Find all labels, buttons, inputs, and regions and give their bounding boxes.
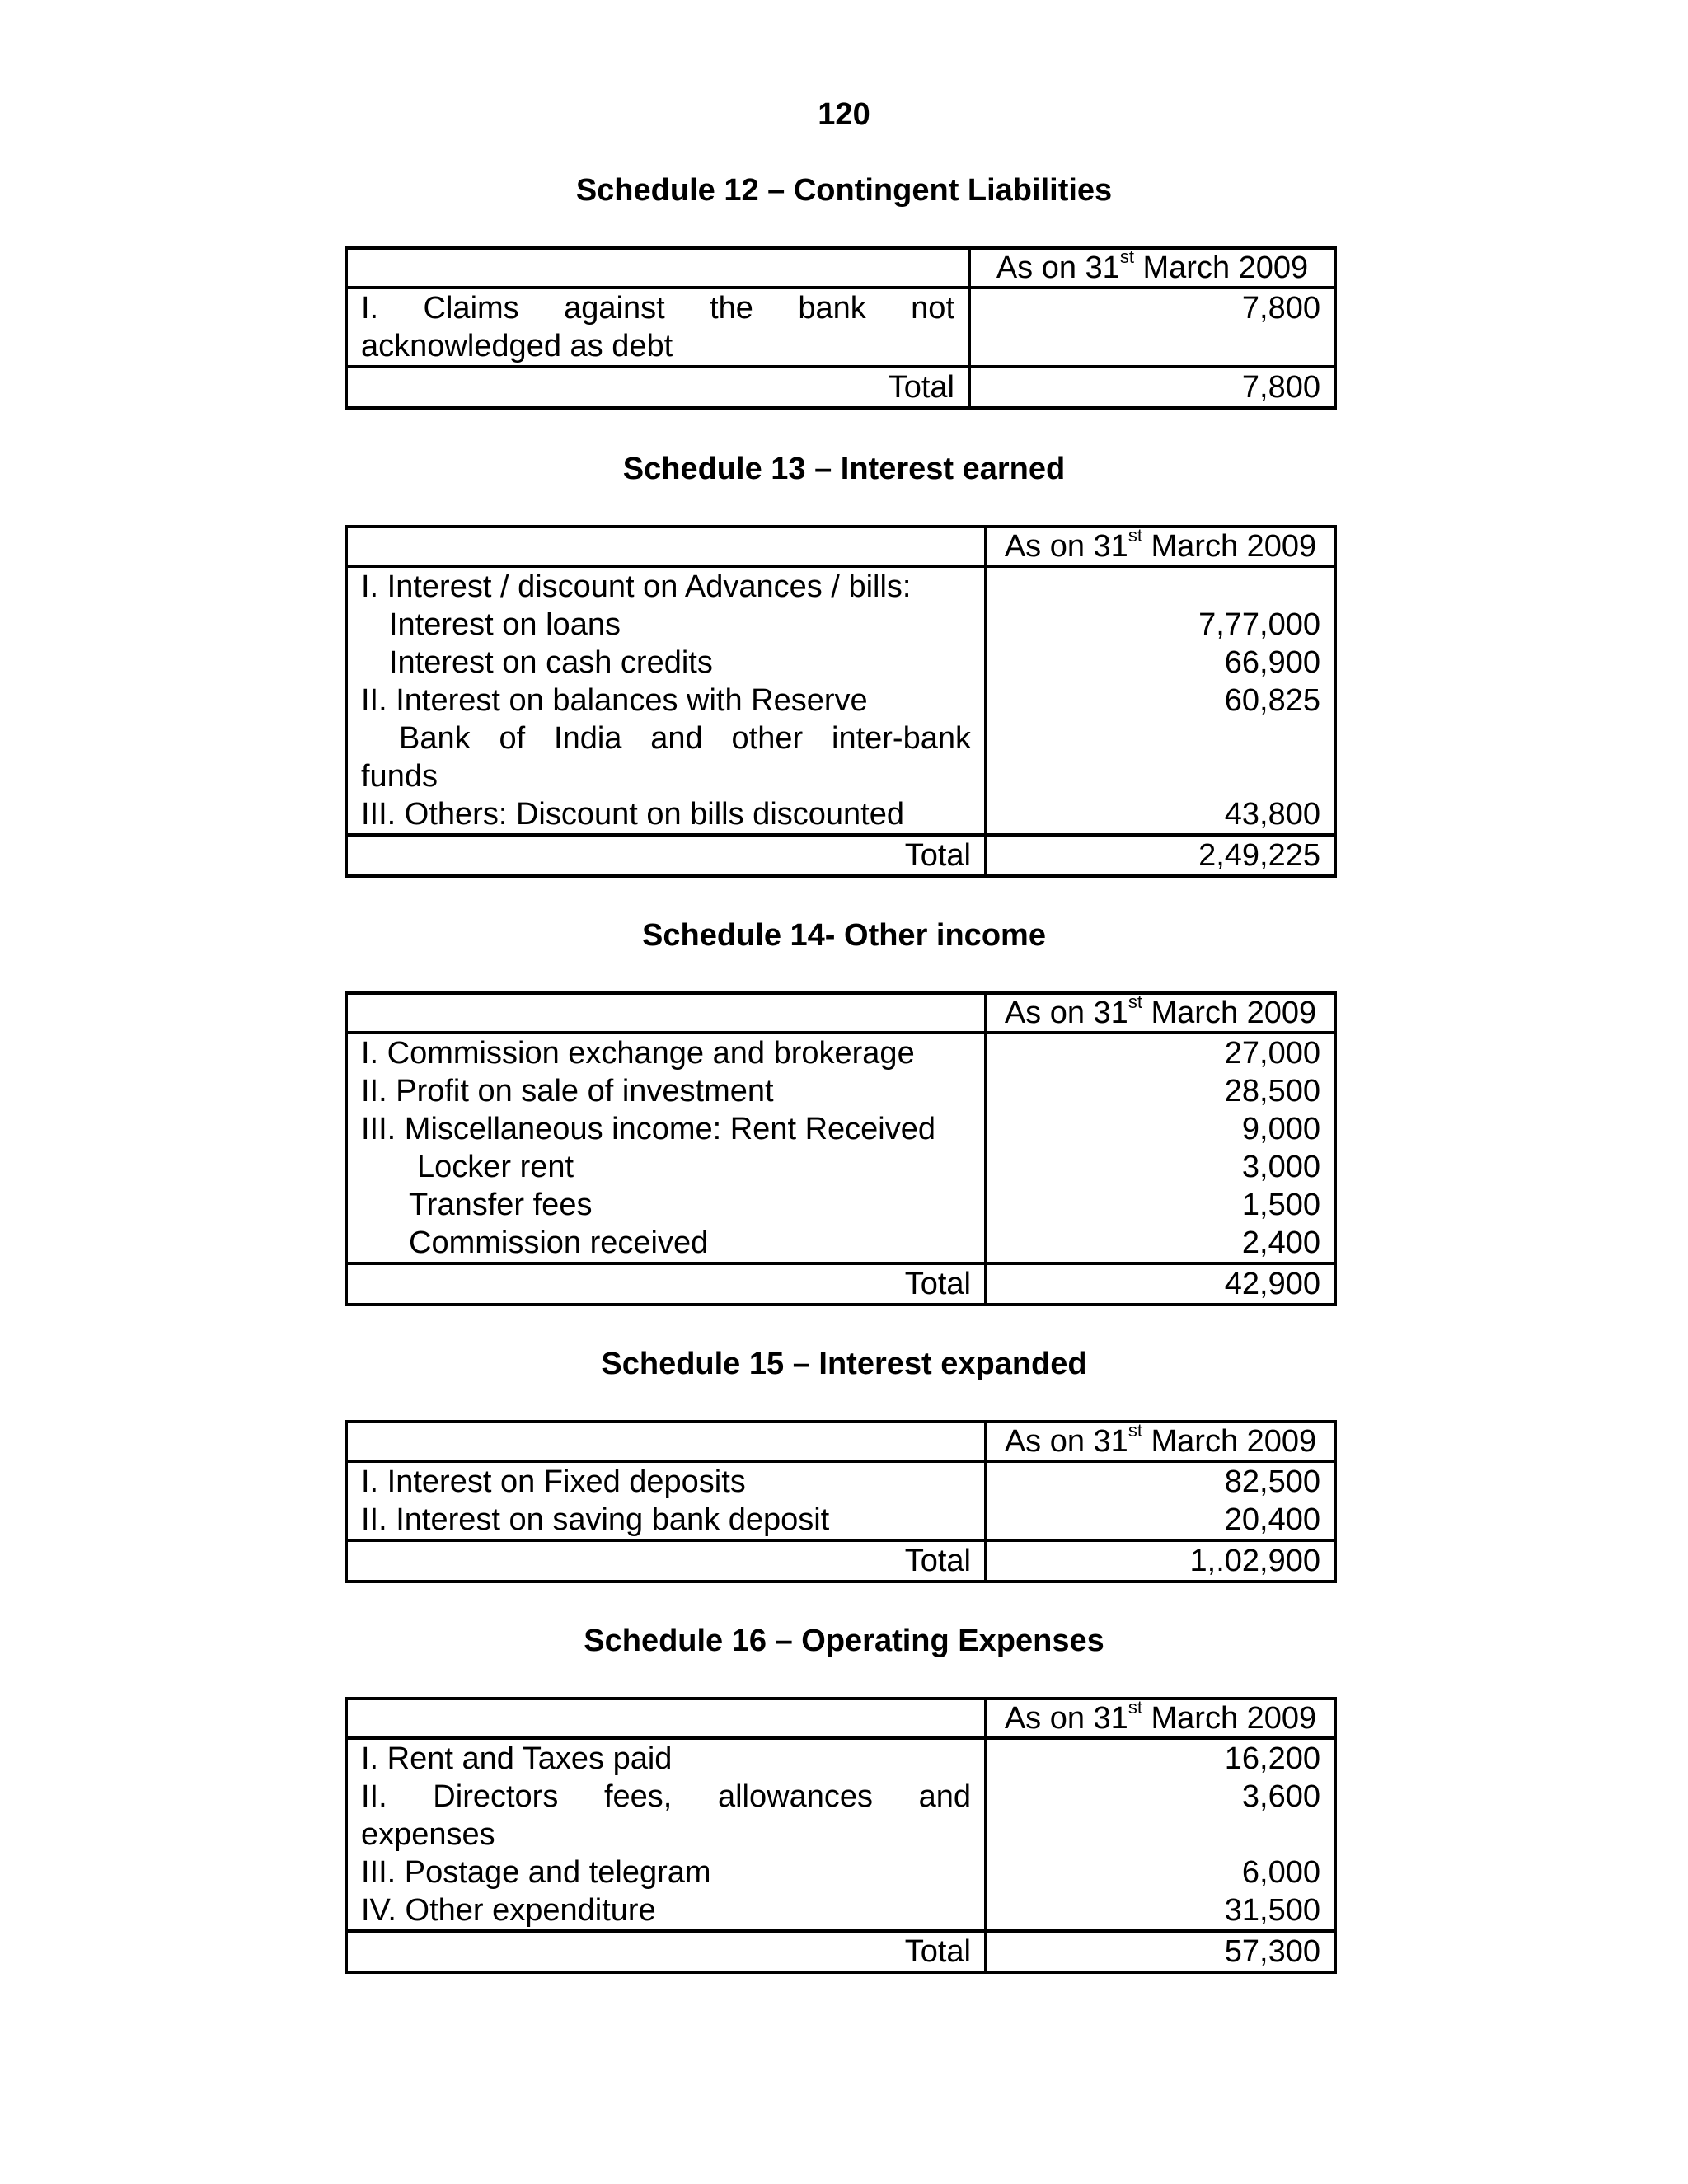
amount-line: [1001, 757, 1320, 795]
desc-line: I. Rent and Taxes paid: [361, 1741, 673, 1776]
row-description: [346, 566, 986, 835]
schedule-table: [345, 1420, 1337, 1583]
header-date-prefix: As on 31: [996, 251, 1120, 285]
amount-line: 28,500: [1224, 1074, 1320, 1108]
total-label: Total: [346, 1540, 986, 1582]
schedule-title: Schedule 12 – Contingent Liabilities: [575, 173, 1113, 208]
header-blank-cell: [346, 527, 986, 566]
desc-line: Interest on loans: [389, 607, 621, 642]
total-row: [346, 367, 1335, 408]
row-amount: [986, 1033, 1335, 1263]
total-label: Total: [346, 1931, 986, 1972]
table-row: [346, 566, 1335, 835]
header-date-sup: st: [1128, 1420, 1142, 1441]
page-number: 120: [818, 97, 870, 132]
amount-line: 31,500: [1224, 1893, 1320, 1928]
header-date-sup: st: [1119, 246, 1134, 268]
amount-line: [1001, 568, 1320, 606]
amount-line: [984, 327, 1320, 365]
row-description: [346, 1738, 986, 1931]
desc-line: II. Profit on sale of investment: [361, 1074, 774, 1108]
amount-line: 2,400: [1241, 1226, 1320, 1260]
row-description: [346, 1461, 986, 1540]
total-amount: 7,800: [969, 367, 1335, 408]
header-row: [346, 1699, 1335, 1738]
header-date-cell: [986, 1699, 1335, 1738]
header-date-suffix: March 2009: [1142, 529, 1317, 564]
desc-line: II. Directors fees, allowances and: [361, 1779, 971, 1814]
desc-line: I. Interest on Fixed deposits: [361, 1465, 746, 1499]
schedule-title: Schedule 16 – Operating Expenses: [584, 1624, 1104, 1658]
table-row: [346, 1738, 1335, 1931]
header-row: [346, 527, 1335, 566]
amount-line: 60,825: [1224, 683, 1320, 718]
header-date-cell: [986, 993, 1335, 1033]
desc-line: III. Postage and telegram: [361, 1855, 711, 1890]
desc-line: III. Others: Discount on bills discounted: [361, 797, 904, 832]
header-blank-cell: [346, 1422, 986, 1461]
schedule-title: Schedule 15 – Interest expanded: [601, 1347, 1087, 1381]
header-date-prefix: As on 31: [1004, 529, 1128, 564]
header-date-suffix: March 2009: [1142, 996, 1317, 1030]
row-amount: [969, 288, 1335, 367]
desc-line: Bank of India and other inter-bank: [399, 721, 971, 756]
schedule-title: Schedule 14- Other income: [642, 918, 1046, 953]
amount-line: 16,200: [1224, 1741, 1320, 1776]
total-amount: 2,49,225: [986, 835, 1335, 876]
schedule-13: [345, 452, 1334, 878]
header-date-sup: st: [1128, 525, 1142, 546]
header-blank-cell: [346, 993, 986, 1033]
amount-line: 20,400: [1224, 1502, 1320, 1537]
schedule-table: [345, 1697, 1337, 1974]
header-row: [346, 248, 1335, 288]
total-label: Total: [346, 367, 969, 408]
schedule-12: [345, 173, 1334, 410]
amount-line: 1,500: [1241, 1188, 1320, 1222]
total-row: [346, 835, 1335, 876]
row-description: [346, 288, 969, 367]
schedule-14: [345, 918, 1334, 1306]
desc-line: Transfer fees: [409, 1188, 593, 1222]
total-row: [346, 1263, 1335, 1305]
row-amount: [986, 1738, 1335, 1931]
header-date-sup: st: [1128, 991, 1142, 1013]
amount-line: [1001, 719, 1320, 757]
amount-line: 27,000: [1224, 1036, 1320, 1071]
desc-line: III. Miscellaneous income: Rent Received: [361, 1112, 935, 1146]
desc-line: acknowledged as debt: [361, 329, 673, 363]
total-row: [346, 1540, 1335, 1582]
desc-line: Commission received: [409, 1226, 709, 1260]
header-row: [346, 1422, 1335, 1461]
header-date-prefix: As on 31: [1004, 1701, 1128, 1736]
header-blank-cell: [346, 248, 969, 288]
total-row: [346, 1931, 1335, 1972]
amount-line: [1001, 1816, 1320, 1854]
desc-line: expenses: [361, 1817, 495, 1852]
header-date-suffix: March 2009: [1133, 251, 1309, 285]
header-date-suffix: March 2009: [1142, 1701, 1317, 1736]
desc-line: I. Commission exchange and brokerage: [361, 1036, 915, 1071]
table-row: [346, 288, 1335, 367]
desc-line: I. Claims against the bank not: [361, 291, 954, 326]
total-amount: 1,.02,900: [986, 1540, 1335, 1582]
amount-line: 66,900: [1224, 645, 1320, 680]
table-row: [346, 1461, 1335, 1540]
schedule-16: [345, 1624, 1334, 1974]
schedule-title: Schedule 13 – Interest earned: [622, 452, 1066, 486]
header-date-prefix: As on 31: [1004, 1424, 1128, 1459]
desc-line: funds: [361, 759, 438, 794]
header-date-cell: [969, 248, 1335, 288]
header-row: [346, 993, 1335, 1033]
amount-line: 43,800: [1224, 797, 1320, 832]
row-description: [346, 1033, 986, 1263]
desc-line: Interest on cash credits: [389, 645, 713, 680]
header-date-suffix: March 2009: [1142, 1424, 1317, 1459]
desc-line: II. Interest on saving bank deposit: [361, 1502, 830, 1537]
amount-line: 3,600: [1241, 1779, 1320, 1814]
schedule-table: [345, 991, 1337, 1306]
row-amount: [986, 1461, 1335, 1540]
header-date-cell: [986, 1422, 1335, 1461]
total-amount: 57,300: [986, 1931, 1335, 1972]
desc-line: IV. Other expenditure: [361, 1893, 656, 1928]
desc-line: Locker rent: [417, 1150, 574, 1184]
header-date-sup: st: [1128, 1697, 1142, 1718]
amount-line: 7,800: [1241, 291, 1320, 326]
header-blank-cell: [346, 1699, 986, 1738]
schedule-15: [345, 1347, 1334, 1583]
amount-line: 9,000: [1241, 1112, 1320, 1146]
header-date-prefix: As on 31: [1004, 996, 1128, 1030]
amount-line: 82,500: [1224, 1465, 1320, 1499]
total-amount: 42,900: [986, 1263, 1335, 1305]
schedule-table: [345, 525, 1337, 878]
header-date-cell: [986, 527, 1335, 566]
desc-line: I. Interest / discount on Advances / bills:: [361, 569, 912, 604]
amount-line: 6,000: [1241, 1855, 1320, 1890]
amount-line: 7,77,000: [1198, 607, 1320, 642]
table-row: [346, 1033, 1335, 1263]
amount-line: 3,000: [1241, 1150, 1320, 1184]
desc-line: II. Interest on balances with Reserve: [361, 683, 868, 718]
total-label: Total: [346, 835, 986, 876]
schedule-table: [345, 246, 1337, 410]
row-amount: [986, 566, 1335, 835]
total-label: Total: [346, 1263, 986, 1305]
